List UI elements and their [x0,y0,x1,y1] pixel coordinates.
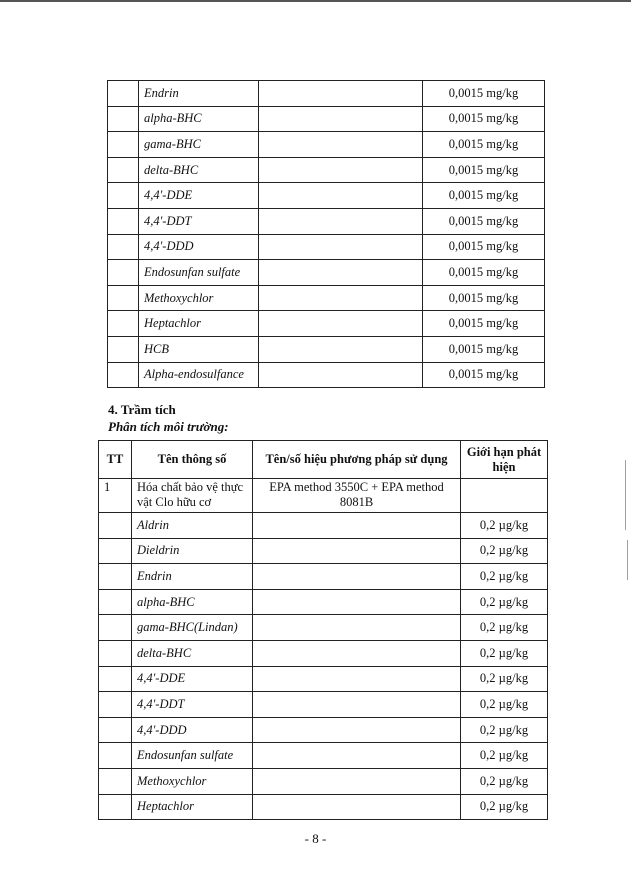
table-row [99,692,548,718]
parameter-name: 4,4'-DDE [139,183,259,209]
header-detection-limit: Giới hạn phát hiện [461,441,548,479]
group-tt: 1 [99,479,132,513]
detection-limit: 0,2 µg/kg [461,794,548,820]
table-row [108,208,545,234]
method-cell [253,794,461,820]
table-row [99,640,548,666]
method-cell [259,208,423,234]
parameter-name: 4,4'-DDD [132,717,253,743]
method-cell [253,564,461,590]
scan-mark [625,460,626,530]
table-row [108,81,545,107]
parameter-name: gama-BHC(Lindan) [132,615,253,641]
table-row [108,285,545,311]
parameter-name: Dieldrin [132,538,253,564]
parameter-name: Methoxychlor [132,768,253,794]
detection-limit: 0,2 µg/kg [461,564,548,590]
parameter-name: 4,4'-DDD [139,234,259,260]
detection-limit: 0,2 µg/kg [461,717,548,743]
header-tt: TT [99,441,132,479]
table-row [99,717,548,743]
parameter-name: Endrin [139,81,259,107]
parameter-name: alpha-BHC [139,106,259,132]
detection-limit: 0,0015 mg/kg [423,106,545,132]
tt-cell [99,589,132,615]
method-cell [259,260,423,286]
detection-limit: 0,0015 mg/kg [423,362,545,388]
table-row [108,311,545,337]
method-cell [253,743,461,769]
tt-cell [108,106,139,132]
parameter-name: 4,4'-DDE [132,666,253,692]
table-row [108,234,545,260]
parameter-name: Aldrin [132,513,253,539]
table-row [99,768,548,794]
method-cell [259,311,423,337]
method-cell [253,513,461,539]
detection-limit: 0,0015 mg/kg [423,183,545,209]
parameter-name: gama-BHC [139,132,259,158]
tt-cell [99,743,132,769]
method-cell [259,81,423,107]
method-cell [253,666,461,692]
tt-cell [99,513,132,539]
parameter-name: Endosunfan sulfate [139,260,259,286]
table-row [99,538,548,564]
detection-limit: 0,2 µg/kg [461,640,548,666]
detection-limit: 0,0015 mg/kg [423,285,545,311]
detection-limit: 0,0015 mg/kg [423,234,545,260]
tt-cell [108,336,139,362]
table-row [99,615,548,641]
parameter-name: 4,4'-DDT [132,692,253,718]
table-row [108,336,545,362]
detection-limit: 0,2 µg/kg [461,615,548,641]
parameter-name: delta-BHC [139,157,259,183]
method-cell [259,234,423,260]
detection-limits-table-continued [107,80,545,388]
method-cell [253,615,461,641]
table-row [108,260,545,286]
table-row [108,183,545,209]
parameter-name: Methoxychlor [139,285,259,311]
detection-limit: 0,0015 mg/kg [423,81,545,107]
parameter-name: 4,4'-DDT [139,208,259,234]
parameter-name: Endrin [132,564,253,590]
table-row [108,132,545,158]
tt-cell [99,666,132,692]
method-cell [253,717,461,743]
sediment-analysis-table [98,440,548,820]
parameter-name: Endosunfan sulfate [132,743,253,769]
parameter-name: Heptachlor [139,311,259,337]
detection-limit: 0,0015 mg/kg [423,157,545,183]
detection-limit: 0,2 µg/kg [461,768,548,794]
table-row [99,794,548,820]
detection-limit: 0,2 µg/kg [461,743,548,769]
parameter-name: HCB [139,336,259,362]
section-subtitle: Phân tích môi trường: [108,419,229,434]
method-cell [259,106,423,132]
tt-cell [108,285,139,311]
tt-cell [108,311,139,337]
tt-cell [108,234,139,260]
detection-limit: 0,0015 mg/kg [423,208,545,234]
method-cell [259,132,423,158]
method-cell [253,640,461,666]
tt-cell [108,362,139,388]
header-parameter-name: Tên thông số [132,441,253,479]
tt-cell [108,260,139,286]
scan-mark [627,540,628,580]
tt-cell [99,640,132,666]
method-cell [259,285,423,311]
table-row [108,106,545,132]
method-cell [259,362,423,388]
tt-cell [99,717,132,743]
table-row [99,564,548,590]
method-cell [253,768,461,794]
group-name: Hóa chất bảo vệ thực vật Clo hữu cơ [132,479,253,513]
tt-cell [108,132,139,158]
detection-limit: 0,2 µg/kg [461,666,548,692]
group-method: EPA method 3550C + EPA method 8081B [253,479,461,513]
tt-cell [99,615,132,641]
detection-limit: 0,0015 mg/kg [423,336,545,362]
tt-cell [108,208,139,234]
method-cell [259,157,423,183]
section-title: 4. Trầm tích [108,402,176,417]
tt-cell [99,564,132,590]
group-limit [461,479,548,513]
detection-limit: 0,0015 mg/kg [423,132,545,158]
tt-cell [108,183,139,209]
tt-cell [108,81,139,107]
table-row [108,362,545,388]
method-cell [259,183,423,209]
detection-limit: 0,0015 mg/kg [423,311,545,337]
tt-cell [99,794,132,820]
table-body [108,81,545,388]
tt-cell [108,157,139,183]
detection-limit: 0,2 µg/kg [461,538,548,564]
method-cell [253,538,461,564]
table-row [99,589,548,615]
parameter-name: delta-BHC [132,640,253,666]
detection-limit: 0,2 µg/kg [461,589,548,615]
table-group-row [99,479,548,513]
detection-limit: 0,2 µg/kg [461,513,548,539]
parameter-name: Alpha-endosulfance [139,362,259,388]
header-method: Tên/số hiệu phương pháp sử dụng [253,441,461,479]
method-cell [253,589,461,615]
detection-limit: 0,0015 mg/kg [423,260,545,286]
table-body [99,479,548,820]
table-header-row [99,441,548,479]
tt-cell [99,768,132,794]
parameter-name: Heptachlor [132,794,253,820]
table-row [108,157,545,183]
page-top-edge [0,0,631,2]
method-cell [259,336,423,362]
page-number: - 8 - [304,831,327,846]
tt-cell [99,692,132,718]
tt-cell [99,538,132,564]
method-cell [253,692,461,718]
table-row [99,513,548,539]
parameter-name: alpha-BHC [132,589,253,615]
detection-limit: 0,2 µg/kg [461,692,548,718]
table-row [99,743,548,769]
table-row [99,666,548,692]
